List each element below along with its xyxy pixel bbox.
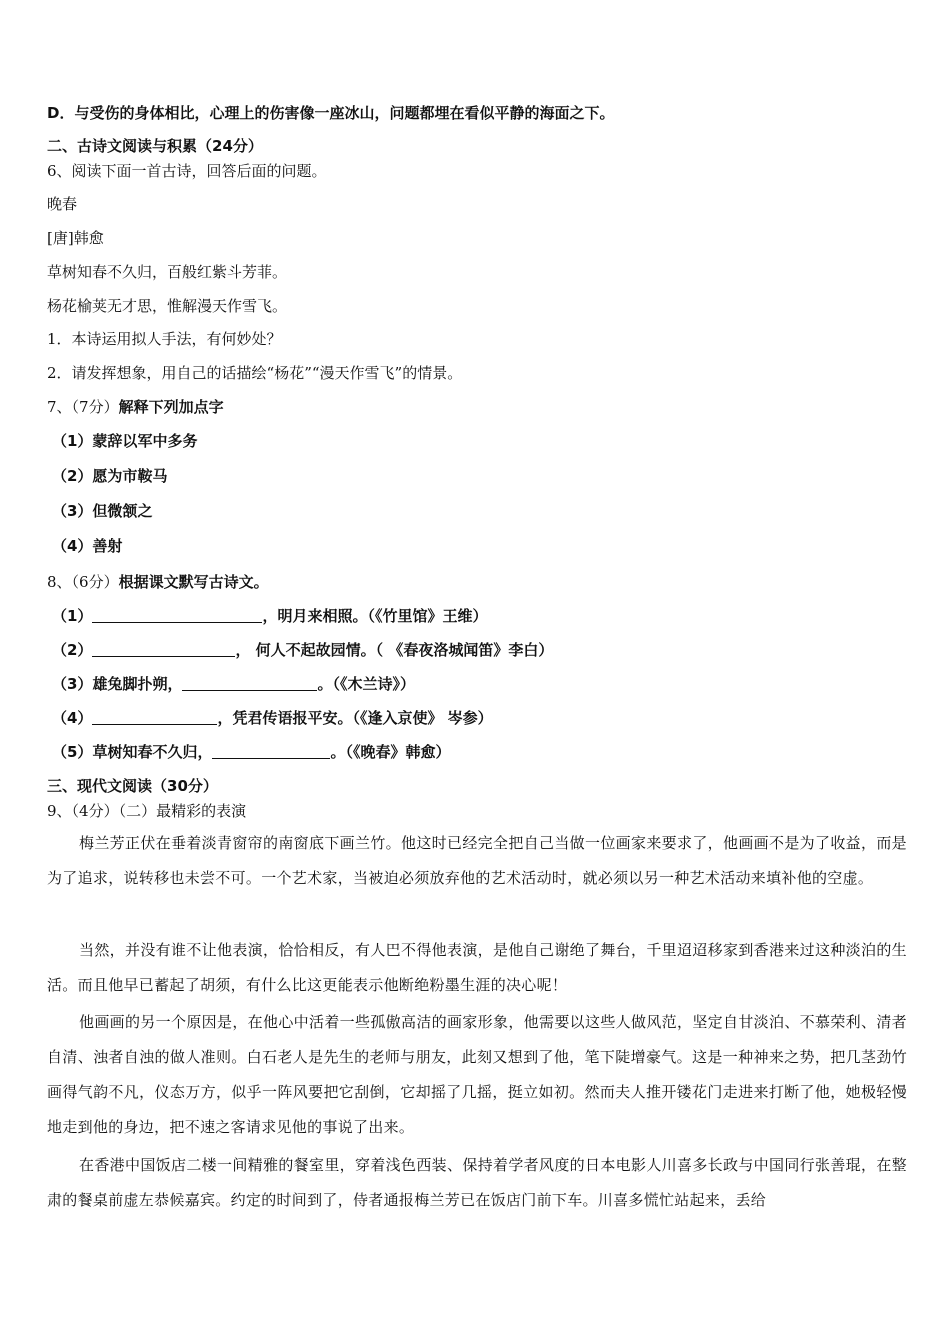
- q6-question-1: 1．本诗运用拟人手法，有何妙处？: [47, 330, 282, 348]
- q7-title: 解释下列加点字: [118, 398, 224, 416]
- q8-item-3: （3）雄兔脚扑朔， 。（《木兰诗》）: [52, 675, 415, 693]
- article-paragraph-2: 当然，并没有谁不让他表演，恰恰相反，有人巴不得他表演，是他自己谢绝了舞台，千里迢迢移家到香港来过这种淡泊的生活。而且他早已蓄起了胡须，有什么比这更能表示他断绝粉墨生涯的决心呢！: [47, 941, 907, 994]
- article-paragraph-1: 梅兰芳正伏在垂着淡青窗帘的南窗底下画兰竹。他这时已经完全把自己当做一位画家来要求了，他画画不是为了收益，而是为了追求，说转移也未尝不可。一个艺术家，当被迫必须放弃他的艺术活动时，就必须以另一种艺术活动来填补他的空虚。: [47, 834, 907, 887]
- q8-item-4: （4） ，凭君传语报平安。（《逢入京使》 岑参）: [52, 709, 493, 727]
- q7-item-1: （1）蒙辞以军中多务: [52, 432, 198, 450]
- article-paragraph-3: 他画画的另一个原因是，在他心中活着一些孤傲高洁的画家形象，他需要以这些人做风范，坚定自甘淡泊、不慕荣利、清者自清、浊者自浊的做人准则。白石老人是先生的老师与朋友，此刻又想到了他，笔下陡增豪气。这是一种神来之势，把几茎劲竹画得气韵不凡，仪态万方，似乎一阵风要把它刮倒，它却摇了几摇，挺立如初。然而夫人推开镂花门走进来打断了他，她极轻慢地走到他的身边，把不速之客请求见他的事说了出来。: [47, 1013, 907, 1136]
- q7-item-4: （4）善射: [52, 537, 123, 555]
- q8-heading: [47, 572, 269, 592]
- blank-line: [92, 641, 235, 657]
- q8-item-2: （2） ， 何人不起故园情。（ 《春夜洛城闻笛》李白）: [52, 641, 554, 659]
- poem-line-1: 草树知春不久归，百般红紫斗芳菲。: [47, 263, 288, 281]
- q6-prompt: 6、阅读下面一首古诗，回答后面的问题。: [47, 162, 327, 180]
- poem-line-2: 杨花榆荚无才思，惟解漫天作雪飞。: [47, 297, 288, 315]
- q7-number: 7、（7分）: [47, 398, 119, 416]
- q8-number: 8、（6分）: [47, 573, 119, 591]
- q9-header: 9、（4分）（二）最精彩的表演: [47, 802, 247, 820]
- blank-line: [182, 675, 317, 691]
- section-2-heading: 二、古诗文阅读与积累（24分）: [47, 137, 263, 155]
- blank-line: [92, 607, 262, 623]
- q8-item-1: （1） ，明月来相照。（《竹里馆》王维）: [52, 607, 488, 625]
- blank-line: [92, 709, 217, 725]
- q7-heading: [47, 397, 224, 417]
- poem-author: [唐]韩愈: [47, 229, 104, 247]
- q7-item-2: （2）愿为市鞍马: [52, 467, 168, 485]
- q8-item-5: （5）草树知春不久归， 。（《晚春》韩愈）: [52, 743, 451, 761]
- q8-title: 根据课文默写古诗文。: [118, 573, 269, 591]
- blank-line: [212, 743, 330, 759]
- section-3-heading: 三、现代文阅读（30分）: [47, 777, 218, 795]
- poem-title: 晚春: [47, 195, 78, 213]
- q5-option-d: D．与受伤的身体相比，心理上的伤害像一座冰山，问题都埋在看似平静的海面之下。: [47, 104, 615, 122]
- article-paragraph-4: 在香港中国饭店二楼一间精雅的餐室里，穿着浅色西装、保持着学者风度的日本电影人川喜多长政与中国同行张善琨，在整肃的餐桌前虚左恭候嘉宾。约定的时间到了，侍者通报梅兰芳已在饭店门前下车。川喜多慌忙站起来，丢给: [47, 1156, 907, 1209]
- q6-question-2: 2．请发挥想象，用自己的话描绘“杨花”“漫天作雪飞”的情景。: [47, 364, 463, 382]
- q7-item-3: （3）但微颔之: [52, 502, 153, 520]
